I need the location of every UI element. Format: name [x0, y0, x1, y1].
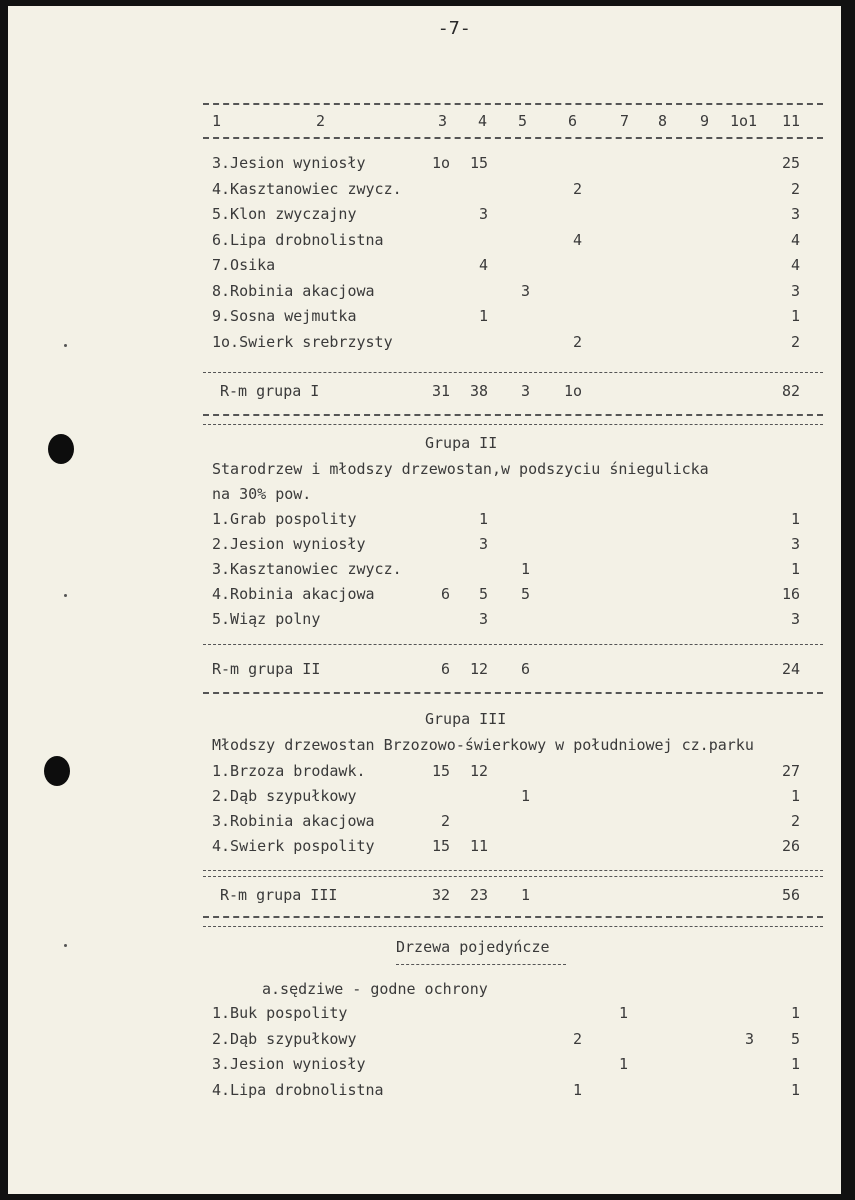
table-row: [0, 810, 833, 832]
cell: 5: [520, 585, 530, 603]
cell: 3: [790, 610, 800, 628]
cell: 1: [520, 787, 530, 805]
table-row: [0, 203, 833, 225]
header-col: 9: [700, 112, 710, 130]
sum-row: [0, 380, 833, 402]
header-col: 3: [438, 112, 448, 130]
cell: 15: [431, 762, 450, 780]
cell: 3: [790, 205, 800, 223]
cell: 4: [478, 256, 488, 274]
table-row: [0, 508, 833, 530]
species-name: 3.Jesion wyniosły: [212, 1055, 366, 1073]
table-row: [0, 835, 833, 857]
species-name: 3.Kasztanowiec zwycz.: [212, 560, 402, 578]
table-row: [0, 558, 833, 580]
table-row: [0, 229, 833, 251]
cell: 1: [790, 1080, 800, 1099]
scan-border-right: [841, 0, 855, 1200]
species-name: 4.Robinia akacjowa: [212, 585, 375, 603]
table-row: [0, 1053, 833, 1075]
rule: [203, 137, 823, 139]
cell: 12: [469, 660, 488, 678]
cell: 4: [572, 230, 582, 249]
species-name: 1o.Swierk srebrzysty: [212, 332, 393, 351]
cell: 1: [478, 307, 488, 325]
sum-label: R-m grupa I: [220, 382, 320, 400]
table-row: [0, 1079, 833, 1101]
table-row: [0, 152, 833, 174]
speck: [64, 944, 67, 947]
species-name: 2.Dąb szypułkowy: [212, 1029, 357, 1048]
header-col: 2: [316, 112, 326, 130]
table-row: [0, 785, 833, 807]
rule: [203, 424, 823, 425]
table-row: [0, 178, 833, 200]
header-col: 8: [658, 112, 668, 130]
cell: 2: [572, 332, 582, 351]
species-name: 5.Klon zwyczajny: [212, 205, 357, 223]
cell: 5: [790, 1029, 800, 1048]
table-row: [0, 760, 833, 782]
header-col: 6: [568, 112, 578, 130]
rule: [203, 103, 823, 105]
species-name: 5.Wiąz polny: [212, 610, 321, 628]
cell: 3: [520, 281, 530, 300]
rule: [203, 870, 823, 871]
sum-label: R-m grupa II: [212, 660, 321, 678]
cell: 16: [781, 585, 800, 603]
rule: [203, 876, 823, 877]
table-row: [0, 533, 833, 555]
species-name: 4.Kasztanowiec zwycz.: [212, 179, 402, 198]
species-name: 4.Swierk pospolity: [212, 837, 375, 855]
header-col: 1o1: [730, 112, 758, 130]
cell: 56: [781, 886, 800, 904]
species-name: 9.Sosna wejmutka: [212, 307, 357, 325]
cell: 6: [440, 585, 450, 603]
cell: 1: [790, 1055, 800, 1073]
rule: [203, 926, 823, 927]
cell: 1: [790, 1004, 800, 1022]
species-name: 8.Robinia akacjowa: [212, 281, 375, 300]
table-row: [0, 1028, 833, 1050]
cell: 2: [440, 812, 450, 830]
cell: 1: [790, 510, 800, 528]
species-name: 3.Jesion wyniosły: [212, 154, 366, 172]
cell: 1: [790, 787, 800, 805]
cell: 2: [790, 812, 800, 830]
group-description: Młodszy drzewostan Brzozowo-świerkowy w południowej cz.parku: [212, 736, 754, 754]
sum-label: R-m grupa III: [220, 886, 338, 904]
table-row: [0, 280, 833, 302]
cell: 15: [469, 154, 488, 172]
section-subtitle: a.sędziwe - godne ochrony: [262, 980, 488, 998]
rule: [203, 644, 823, 645]
cell: 5: [478, 585, 488, 603]
scan-border-bottom: [0, 1194, 855, 1200]
header-col: 5: [518, 112, 528, 130]
species-name: 7.Osika: [212, 256, 276, 274]
rule: [203, 692, 823, 694]
header-col: 11: [782, 112, 801, 130]
cell: 11: [469, 837, 488, 855]
cell: 1: [478, 510, 488, 528]
species-name: 1.Grab pospolity: [212, 510, 357, 528]
table-row: [0, 331, 833, 353]
table-row: [0, 608, 833, 630]
header-col: 1: [212, 112, 222, 130]
cell: 2: [790, 179, 800, 198]
cell: 15: [431, 837, 450, 855]
cell: 38: [469, 382, 488, 400]
rule: [203, 414, 823, 416]
cell: 23: [469, 886, 488, 904]
cell: 1: [520, 886, 530, 904]
cell: 2: [572, 1029, 582, 1048]
rule: [203, 372, 823, 373]
cell: 3: [790, 535, 800, 553]
species-name: 1.Buk pospolity: [212, 1004, 348, 1022]
table-row: [0, 254, 833, 276]
table-header: [0, 110, 833, 132]
cell: 27: [781, 762, 800, 780]
cell: 82: [781, 382, 800, 400]
table-row: [0, 583, 833, 605]
species-name: 1.Brzoza brodawk.: [212, 762, 366, 780]
cell: 1o: [563, 382, 582, 400]
cell: 4: [790, 230, 800, 249]
cell: 32: [431, 886, 450, 904]
sum-row: [0, 658, 833, 680]
species-name: 6.Lipa drobnolistna: [212, 230, 384, 249]
cell: 1: [618, 1004, 628, 1022]
cell: 3: [478, 610, 488, 628]
page-number: -7-: [440, 18, 471, 39]
cell: 1o: [431, 154, 450, 172]
cell: 3: [478, 205, 488, 223]
cell: 2: [572, 179, 582, 198]
header-col: 7: [620, 112, 630, 130]
cell: 26: [781, 837, 800, 855]
cell: 1: [790, 560, 800, 578]
header-col: 4: [478, 112, 488, 130]
cell: 1: [520, 560, 530, 578]
cell: 6: [520, 660, 530, 678]
cell: 3: [744, 1029, 754, 1048]
species-name: 4.Lipa drobnolistna: [212, 1080, 384, 1099]
cell: 2: [790, 332, 800, 351]
title-underline: [396, 964, 566, 965]
cell: 3: [520, 382, 530, 400]
cell: 1: [618, 1055, 628, 1073]
group-description: na 30% pow.: [212, 485, 312, 503]
group-description: Starodrzew i młodszy drzewostan,w podszyciu śniegulicka: [212, 460, 709, 478]
cell: 3: [478, 535, 488, 553]
cell: 6: [440, 660, 450, 678]
cell: 25: [781, 154, 800, 172]
rule: [203, 916, 823, 918]
group-title: Grupa II: [425, 434, 498, 452]
species-name: 3.Robinia akacjowa: [212, 812, 375, 830]
punch-hole: [48, 434, 74, 464]
table-row: [0, 1002, 833, 1024]
species-name: 2.Jesion wyniosły: [212, 535, 366, 553]
cell: 12: [469, 762, 488, 780]
group-title: Grupa III: [425, 710, 507, 728]
cell: 1: [572, 1080, 582, 1099]
cell: 4: [790, 256, 800, 274]
cell: 3: [790, 281, 800, 300]
species-name: 2.Dąb szypułkowy: [212, 787, 357, 805]
cell: 31: [431, 382, 450, 400]
sum-row: [0, 884, 833, 906]
table-row: [0, 305, 833, 327]
cell: 1: [790, 307, 800, 325]
cell: 24: [781, 660, 800, 678]
section-title: Drzewa pojedyńcze: [396, 938, 550, 956]
